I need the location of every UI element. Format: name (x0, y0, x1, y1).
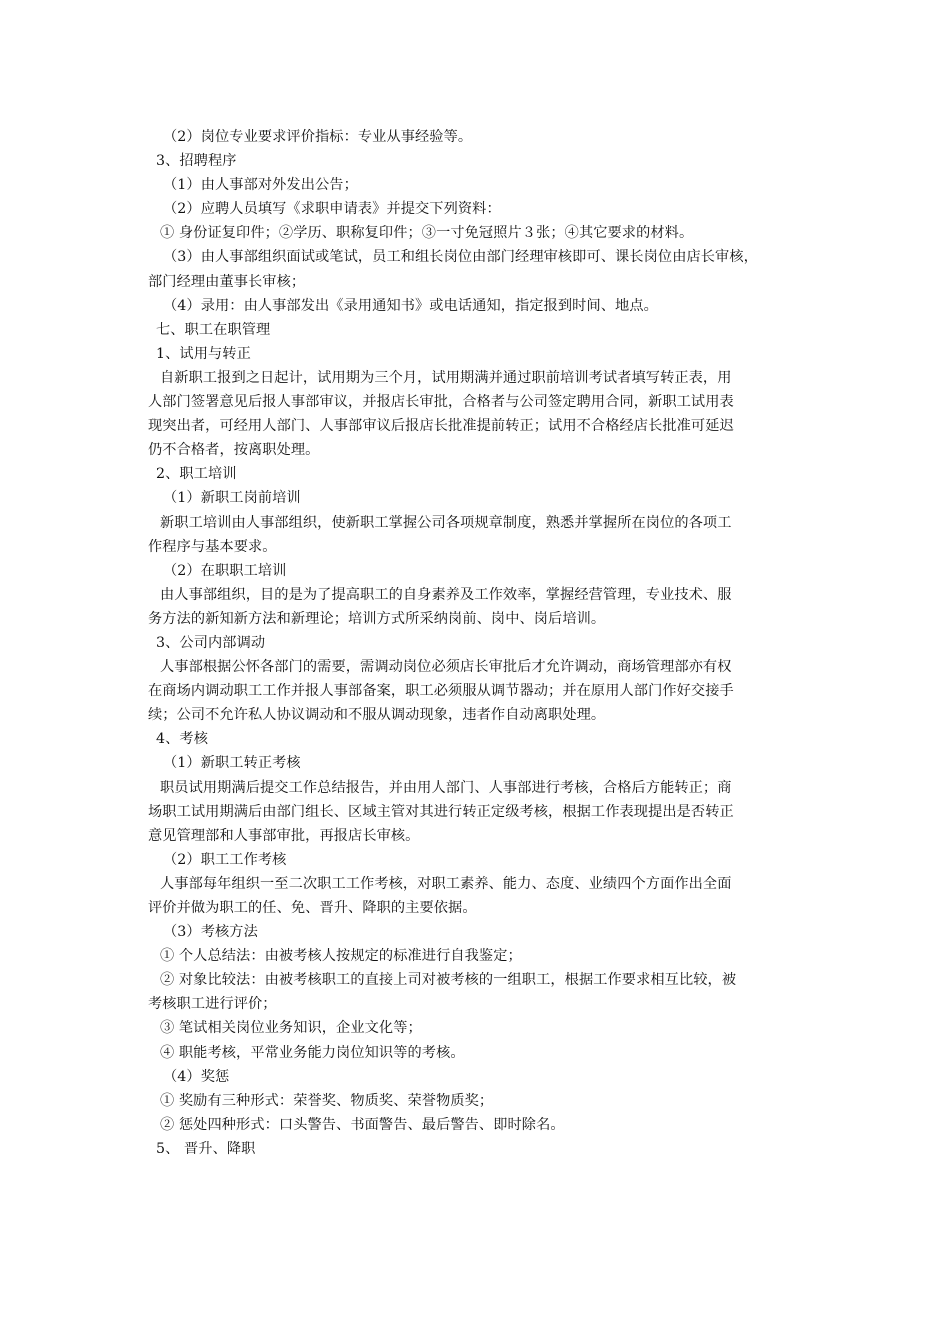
text-line: ② 对象比较法：由被考核职工的直接上司对被考核的一组职工，根据工作要求相互比较，被 (160, 972, 737, 989)
text-line: 3、公司内部调动 (156, 634, 266, 651)
text-line: （4）录用：由人事部发出《录用通知书》或电话通知，指定报到时间、地点。 (163, 297, 658, 314)
text-line: （3）由人事部组织面试或笔试，员工和组长岗位由部门经理审核即可、课长岗位由店长审核， (163, 249, 758, 266)
text-line: 职员试用期满后提交工作总结报告，并由用人部门、人事部进行考核，合格后方能转正；商 (160, 779, 732, 796)
text-line: 由人事部组织，目的是为了提高职工的自身素养及工作效率，掌握经营管理，专业技术、服 (160, 586, 732, 603)
text-line: ① 个人总结法：由被考核人按规定的标准进行自我鉴定； (160, 948, 522, 965)
text-line: （1）由人事部对外发出公告； (163, 177, 358, 194)
text-line: （3）考核方法 (163, 924, 258, 941)
text-line: 务方法的新知新方法和新理论；培训方式所采纳岗前、岗中、岗后培训。 (148, 610, 606, 627)
text-line: 考核职工进行评价； (148, 996, 277, 1013)
text-line: （1）新职工转正考核 (163, 755, 301, 772)
text-line: ③ 笔试相关岗位业务知识，企业文化等； (160, 1020, 422, 1037)
text-line: 部门经理由董事长审核； (148, 273, 306, 290)
text-line: 5、 晋升、降职 (156, 1140, 256, 1157)
text-line: 自新职工报到之日起计，试用期为三个月，试用期满并通过职前培训考试者填写转正表，用 (160, 369, 732, 386)
text-line: 1、试用与转正 (156, 345, 251, 362)
text-line: （4）奖惩 (163, 1068, 230, 1085)
text-line: 人事部每年组织一至二次职工工作考核，对职工素养、能力、态度、业绩四个方面作出全面 (160, 875, 732, 892)
text-line: （1）新职工岗前培训 (163, 490, 301, 507)
text-line: 4、考核 (156, 731, 208, 748)
document-body (146, 125, 816, 1161)
text-line: 仍不合格者，按离职处理。 (148, 442, 320, 459)
text-line: 在商场内调动职工工作并报人事部备案，职工必须服从调节器动；并在原用人部门作好交接手 (148, 683, 734, 700)
text-line: 场职工试用期满后由部门组长、区域主管对其进行转正定级考核，根据工作表现提出是否转正 (148, 803, 734, 820)
text-line: 现突出者，可经用人部门、人事部审议后报店长批准提前转正；试用不合格经店长批准可延迟 (148, 418, 734, 435)
text-line: 评价并做为职工的任、免、晋升、降职的主要依据。 (148, 900, 477, 916)
text-line: 七、职工在职管理 (156, 321, 271, 338)
text-line: ④ 职能考核，平常业务能力岗位知识等的考核。 (160, 1044, 465, 1061)
text-line: 2、职工培训 (156, 466, 237, 483)
text-line: 续；公司不允许私人协议调动和不服从调动现象，违者作自动离职处理。 (148, 707, 606, 724)
text-line: 3、招聘程序 (156, 153, 237, 170)
text-line: ① 奖励有三种形式：荣誉奖、物质奖、荣誉物质奖； (160, 1092, 494, 1109)
text-line: 意见管理部和人事部审批，再报店长审核。 (148, 827, 420, 844)
text-line: 新职工培训由人事部组织，使新职工掌握公司各项规章制度，熟悉并掌握所在岗位的各项工 (160, 514, 732, 531)
text-line: 作程序与基本要求。 (148, 538, 277, 555)
text-line: 人事部根据公怀各部门的需要，需调动岗位必须店长审批后才允许调动，商场管理部亦有权 (160, 659, 732, 676)
text-line: ② 惩处四种形式：口头警告、书面警告、最后警告、即时除名。 (160, 1116, 565, 1133)
text-line: （2）应聘人员填写《求职申请表》并提交下列资料： (163, 201, 501, 218)
text-line: ① 身份证复印件；②学历、职称复印件；③一寸免冠照片３张；④其它要求的材料。 (160, 225, 694, 242)
text-line: （2）在职职工培训 (163, 562, 287, 579)
text-line: 人部门签署意见后报人事部审议，并报店长审批，合格者与公司签定聘用合同，新职工试用表 (148, 394, 734, 411)
text-line: （2）职工工作考核 (163, 851, 287, 868)
text-line: （2）岗位专业要求评价指标：专业从事经验等。 (163, 129, 473, 145)
